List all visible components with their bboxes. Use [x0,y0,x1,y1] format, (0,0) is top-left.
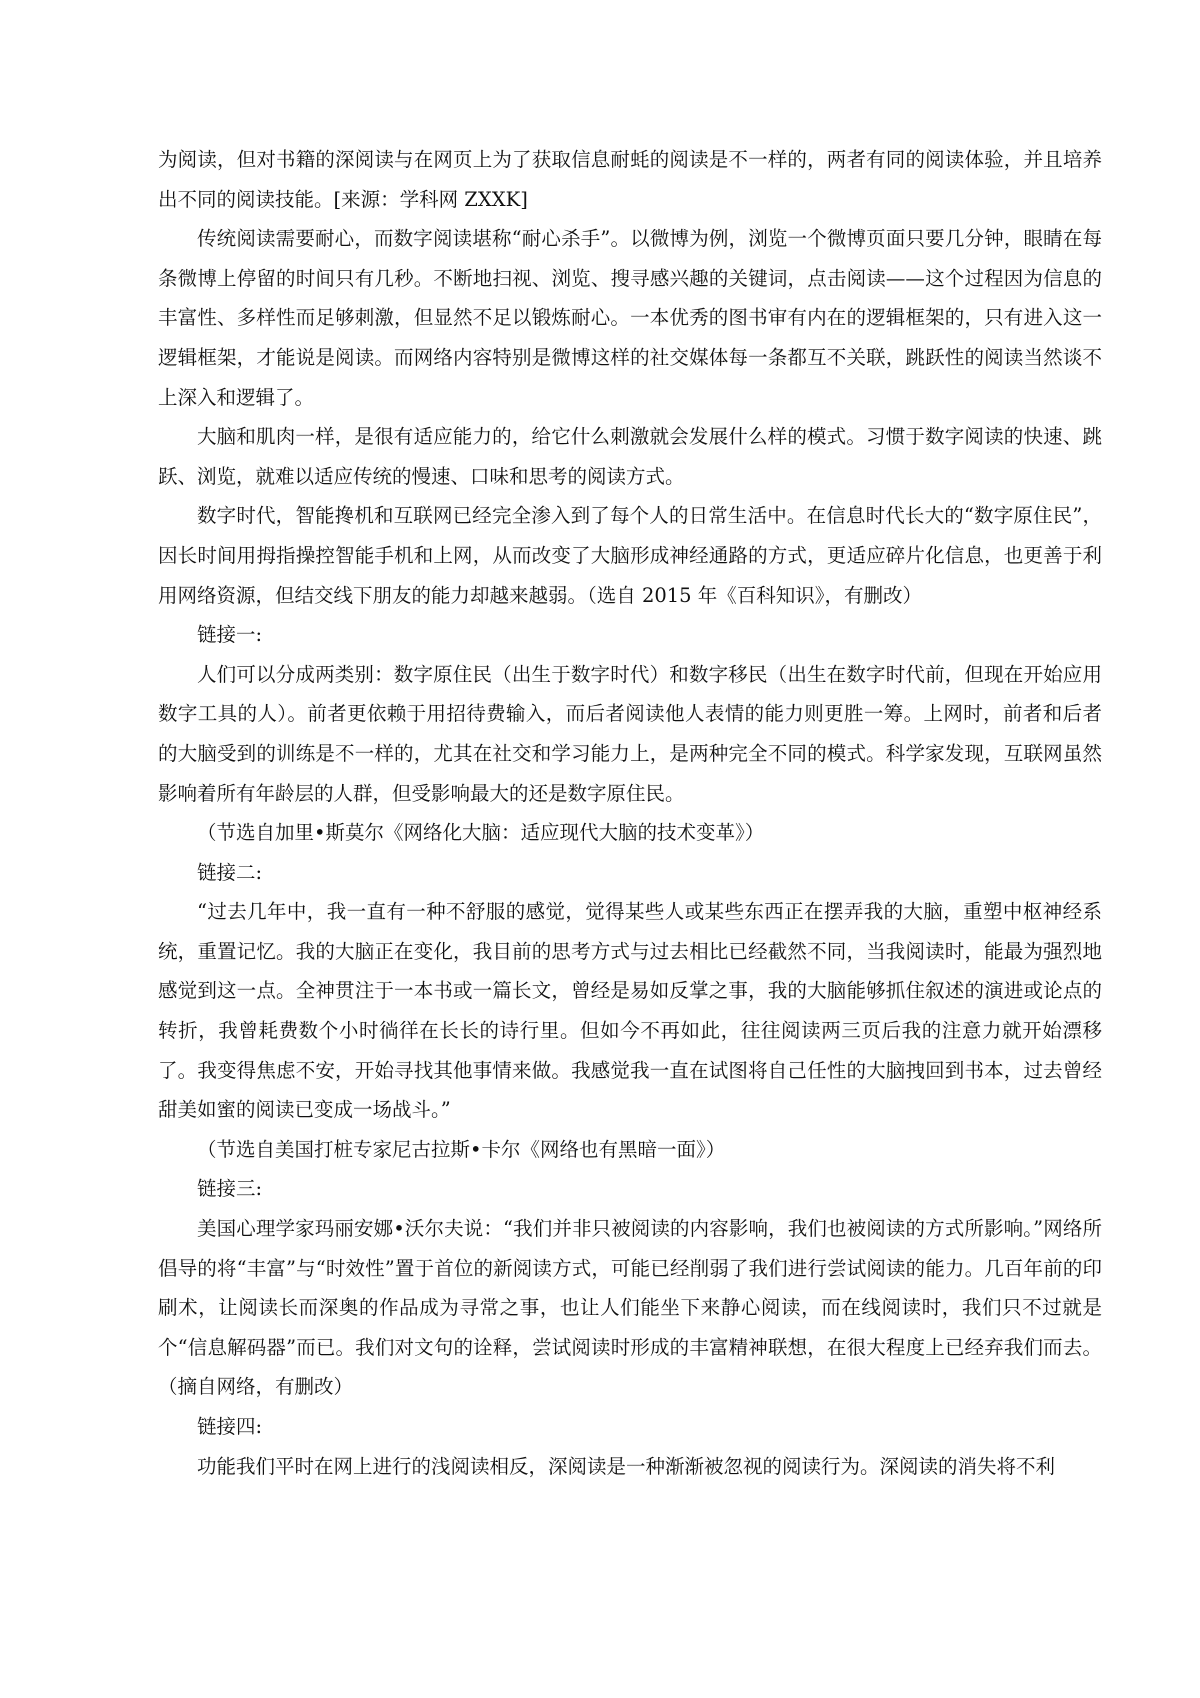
link-2-label: 链接二: [197,860,263,884]
link-1-text: 人们可以分成两类别：数字原住民（出生于数字时代）和数字移民（出生在数字时代前，但现在开始应用数字工具的人）。前者更依赖于用招待费输入，而后者阅读他人表情的能力则更胜一筹。上网时，前者和后者的大脑受到的训练是不一样的，尤其在社交和学习能力上，是两种完全不同的模式。科学家发现，互联网虽然影响着所有年龄层的人群，但受影响最大的还是数字原住民。 [158,662,1102,805]
link-4-label: 链接四: [197,1415,263,1438]
paragraph-continuation: 为阅读，但对书籍的深阅读与在网页上为了获取信息耐蚝的阅读是不一样的，两者有同的阅读体验，并且培养出不同的阅读技能。[来源：学科网 ZXXK] [158,148,1102,211]
paragraph-digital-natives: 数字时代，智能搀机和互联网已经完全渗入到了每个人的日常生活中。在信息时代长大的“数字原住民”，因长时间用拇指操控智能手机和上网，从而改变了大脑形成神经通路的方式，更适应碎片化信息，也更善于利用网络资源，但结交线下朋友的能力却越来越弱。（选自 2015 年《百科知识》，有删改） [158,504,1102,607]
link-1-source: （节选自加里•斯莫尔《网络化大脑：适应现代大脑的技术变革》） [197,821,765,845]
paragraph-traditional-reading: 传统阅读需要耐心，而数字阅读堪称“耐心杀手”。以微博为例，浏览一个微博页面只要几分钟，眼睛在每条微博上停留的时间只有几秒。不断地扫视、浏览、搜寻感兴趣的关键词，点击阅读——这个过程因为信息的丰富性、多样性而足够刺激，但显然不足以锻炼耐心。一本优秀的图书审有内在的逻辑框架的，只有进入这一逻辑框架，才能说是阅读。而网络内容特别是微博这样的社交媒体每一条都互不关联，跳跃性的阅读当然谈不上深入和逻辑了。 [158,227,1102,409]
link-1-label: 链接一: [197,623,263,647]
link-2-text: “过去几年中，我一直有一种不舒服的感觉，觉得某些人或某些东西正在摆弄我的大脑，重塑中枢神经系统，重置记忆。我的大脑正在变化，我目前的思考方式与过去相比已经截然不同，当我阅读时，能最为强烈地感觉到这一点。全神贯注于一本书或一篇长文，曾经是易如反掌之事，我的大脑能够抓住叙述的演进或论点的转折，我曾耗费数个小时徜徉在长长的诗行里。但如今不再如此，往往阅读两三页后我的注意力就开始漂移了。我变得焦虑不安，开始寻找其他事情来做。我感觉我一直在试图将自己任性的大脑拽回到书本，过去曾经甜美如蜜的阅读已变成一场战斗。” [158,900,1102,1122]
link-3-text: 美国心理学家玛丽安娜•沃尔夫说：“我们并非只被阅读的内容影响，我们也被阅读的方式所影响。”网络所倡导的将“丰富”与“时效性”置于首位的新阅读方式，可能已经削弱了我们进行尝试阅读的能力。几百年前的印刷术，让阅读长而深奥的作品成为寻常之事，也让人们能坐下来静心阅读，而在线阅读时，我们只不过就是个“信息解码器”而已。我们对文句的诠释，尝试阅读时形成的丰富精神联想，在很大程度上已经弃我们而去。（摘自网络，有删改） [158,1217,1102,1399]
document-page [158,140,1102,1486]
link-3-label: 链接三: [197,1177,263,1201]
link-2-source: （节选自美国打桩专家尼古拉斯•卡尔《网络也有黑暗一面》） [197,1137,726,1161]
paragraph-brain-adaptation: 大脑和肌肉一样，是很有适应能力的，给它什么刺激就会发展什么样的模式。习惯于数字阅读的快速、跳跃、浏览，就难以适应传统的慢速、口味和思考的阅读方式。 [158,425,1102,488]
link-4-text: 功能我们平时在网上进行的浅阅读相反，深阅读是一种渐渐被忽视的阅读行为。深阅读的消失将不利 [197,1454,1056,1478]
